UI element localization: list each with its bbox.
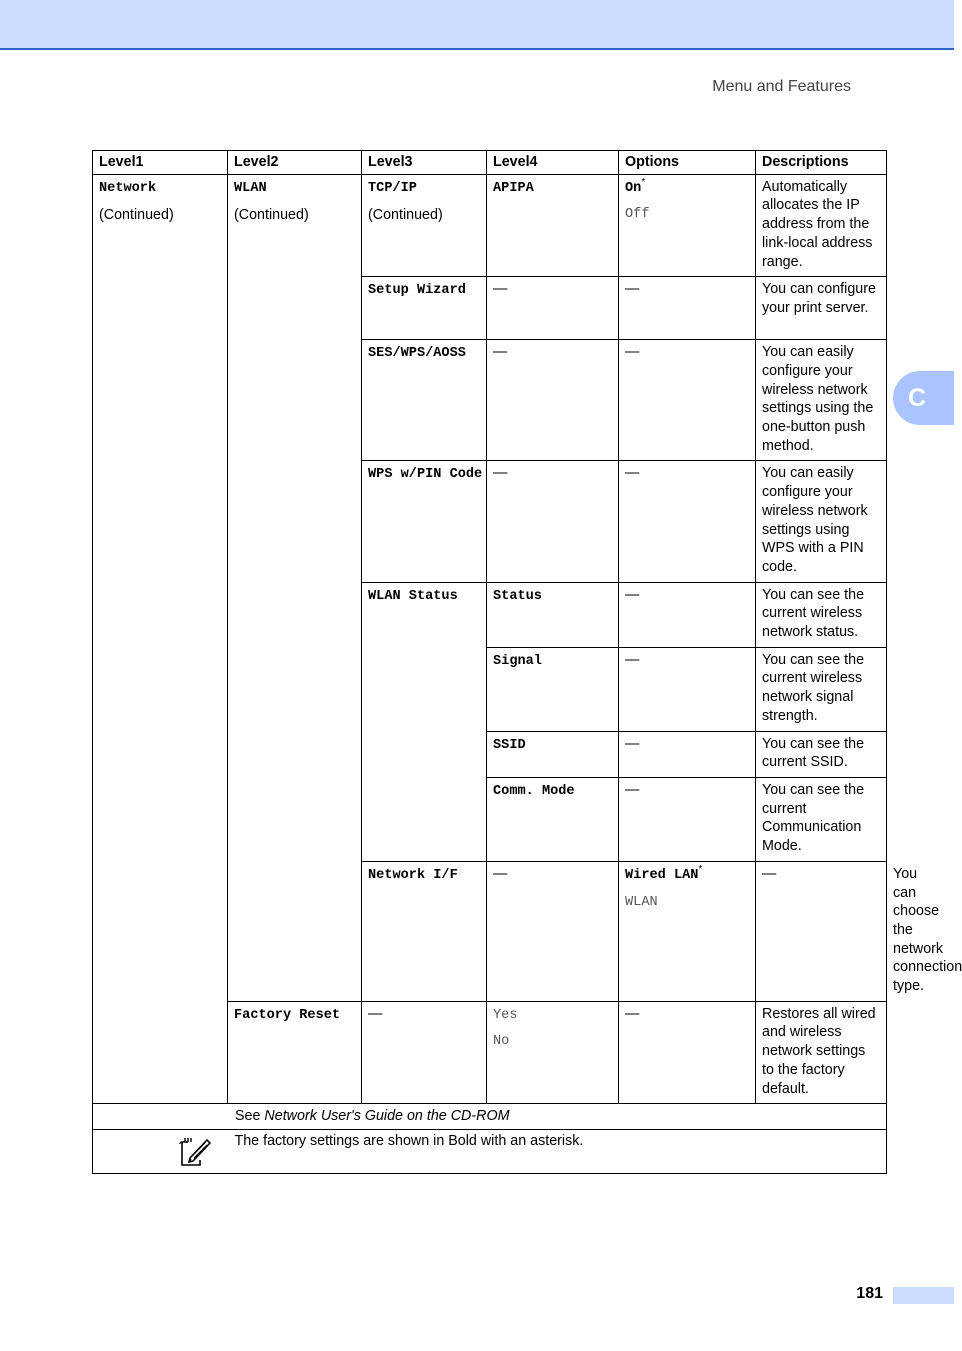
col-header-descriptions: Descriptions (756, 151, 887, 175)
level4-signal: Signal (493, 653, 542, 669)
see-guide-prefix: See (235, 1108, 265, 1125)
menu-table (92, 150, 962, 1174)
level4-ssid-cell (487, 731, 619, 777)
description-comm-mode: You can see the current Communication Mode. (756, 777, 887, 861)
option-on-default: On (625, 180, 642, 196)
options-signal: — (619, 647, 756, 731)
col-header-level3: Level3 (362, 151, 487, 175)
level4-wired-lan-default: Wired LAN (625, 867, 699, 883)
col-header-options: Options (619, 151, 756, 175)
factory-note-row (93, 1129, 887, 1173)
level2-factory-reset: Factory Reset (234, 1007, 341, 1023)
col-header-level2: Level2 (228, 151, 362, 175)
level4-network-if-cell (619, 861, 756, 1001)
level3-tcpip-name: TCP/IP (368, 180, 417, 196)
options-network-if: — (756, 861, 887, 1001)
table-row (93, 174, 887, 277)
page-number-bar (893, 1287, 954, 1304)
level3-factory-reset: — (362, 1001, 487, 1104)
level4-wlan: WLAN (625, 894, 658, 910)
level3-network-if: — (487, 861, 619, 1001)
level1-name: Network (99, 180, 157, 196)
page-number: 181 (856, 1285, 883, 1302)
option-off: Off (625, 207, 650, 223)
options-status: — (619, 582, 756, 647)
level1-continued: (Continued) (99, 207, 174, 224)
level4-ses-wps-aoss: — (487, 340, 619, 461)
description-ssid: You can see the current SSID. (756, 731, 887, 777)
level3-setup-wizard: Setup Wizard (368, 283, 466, 299)
level4-status: Status (493, 588, 542, 604)
top-color-band (0, 0, 954, 50)
level4-wps-pin: — (487, 461, 619, 582)
level2-wlan-continued: (Continued) (234, 207, 309, 224)
level3-wps-pin-cell (362, 461, 487, 582)
level3-ses-wps-aoss-cell (362, 340, 487, 461)
level2-network-if-cell (362, 861, 487, 1001)
options-comm-mode: — (619, 777, 756, 861)
options-wps-pin: — (619, 461, 756, 582)
level4-apipa: APIPA (493, 180, 534, 196)
page-header-title: Menu and Features (712, 78, 851, 95)
level3-tcpip-continued: (Continued) (368, 207, 443, 224)
description-apipa: Automatically allocates the IP address from the link-local address range. (756, 174, 887, 277)
description-signal: You can see the current wireless network signal strength. (756, 647, 887, 731)
level1-cell (93, 174, 228, 1104)
level2-factory-reset-cell (228, 1001, 362, 1104)
level4-comm-mode-cell (487, 777, 619, 861)
level4-status-cell (487, 582, 619, 647)
default-asterisk: * (641, 176, 646, 188)
level3-wlan-status: WLAN Status (368, 588, 458, 604)
see-guide-cell (93, 1104, 887, 1130)
level3-wps-pin: WPS w/PIN Code (368, 467, 483, 483)
level4-no: No (493, 1034, 510, 1050)
description-factory-reset: Restores all wired and wireless network settings to the factory default. (756, 1001, 887, 1104)
col-header-level4: Level4 (487, 151, 619, 175)
level4-factory-reset-cell (487, 1001, 619, 1104)
level3-tcpip-cell (362, 174, 487, 277)
options-ses-wps-aoss: — (619, 340, 756, 461)
level3-setup-wizard-cell (362, 277, 487, 340)
options-factory-reset: — (619, 1001, 756, 1104)
level4-setup-wizard: — (487, 277, 619, 340)
description-status: You can see the current wireless network status. (756, 582, 887, 647)
see-guide-title: Network User's Guide on the CD-ROM (264, 1108, 510, 1125)
options-apipa-cell (619, 174, 756, 277)
description-setup-wizard: You can configure your print server. (756, 277, 887, 340)
table-header-row (93, 151, 887, 175)
factory-note-text: The factory settings are shown in Bold with an asterisk. (228, 1129, 887, 1173)
level3-wlan-status-cell (362, 582, 487, 861)
table-row: Network I/F — Wired LAN* WLAN — You can choose the network connection type. (93, 861, 887, 1001)
note-icon-cell (93, 1129, 228, 1173)
level3-ses-wps-aoss: SES/WPS/AOSS (368, 346, 466, 362)
level4-apipa-cell (487, 174, 619, 277)
col-header-level1: Level1 (93, 151, 228, 175)
options-ssid: — (619, 731, 756, 777)
default-asterisk: * (698, 864, 703, 876)
level2-network-if: Network I/F (368, 867, 458, 883)
see-guide-row (93, 1104, 887, 1130)
description-wps-pin: You can easily configure your wireless network settings using WPS with a PIN code. (756, 461, 887, 582)
level4-signal-cell (487, 647, 619, 731)
pencil-note-icon (178, 1134, 212, 1168)
level4-ssid: SSID (493, 737, 526, 753)
level2-wlan-cell (228, 174, 362, 1001)
level4-yes: Yes (493, 1007, 518, 1023)
appendix-side-tab: C (893, 371, 954, 425)
options-setup-wizard: — (619, 277, 756, 340)
level4-comm-mode: Comm. Mode (493, 783, 575, 799)
description-ses-wps-aoss: You can easily configure your wireless network settings using the one-button push method. (756, 340, 887, 461)
level2-wlan-name: WLAN (234, 180, 267, 196)
